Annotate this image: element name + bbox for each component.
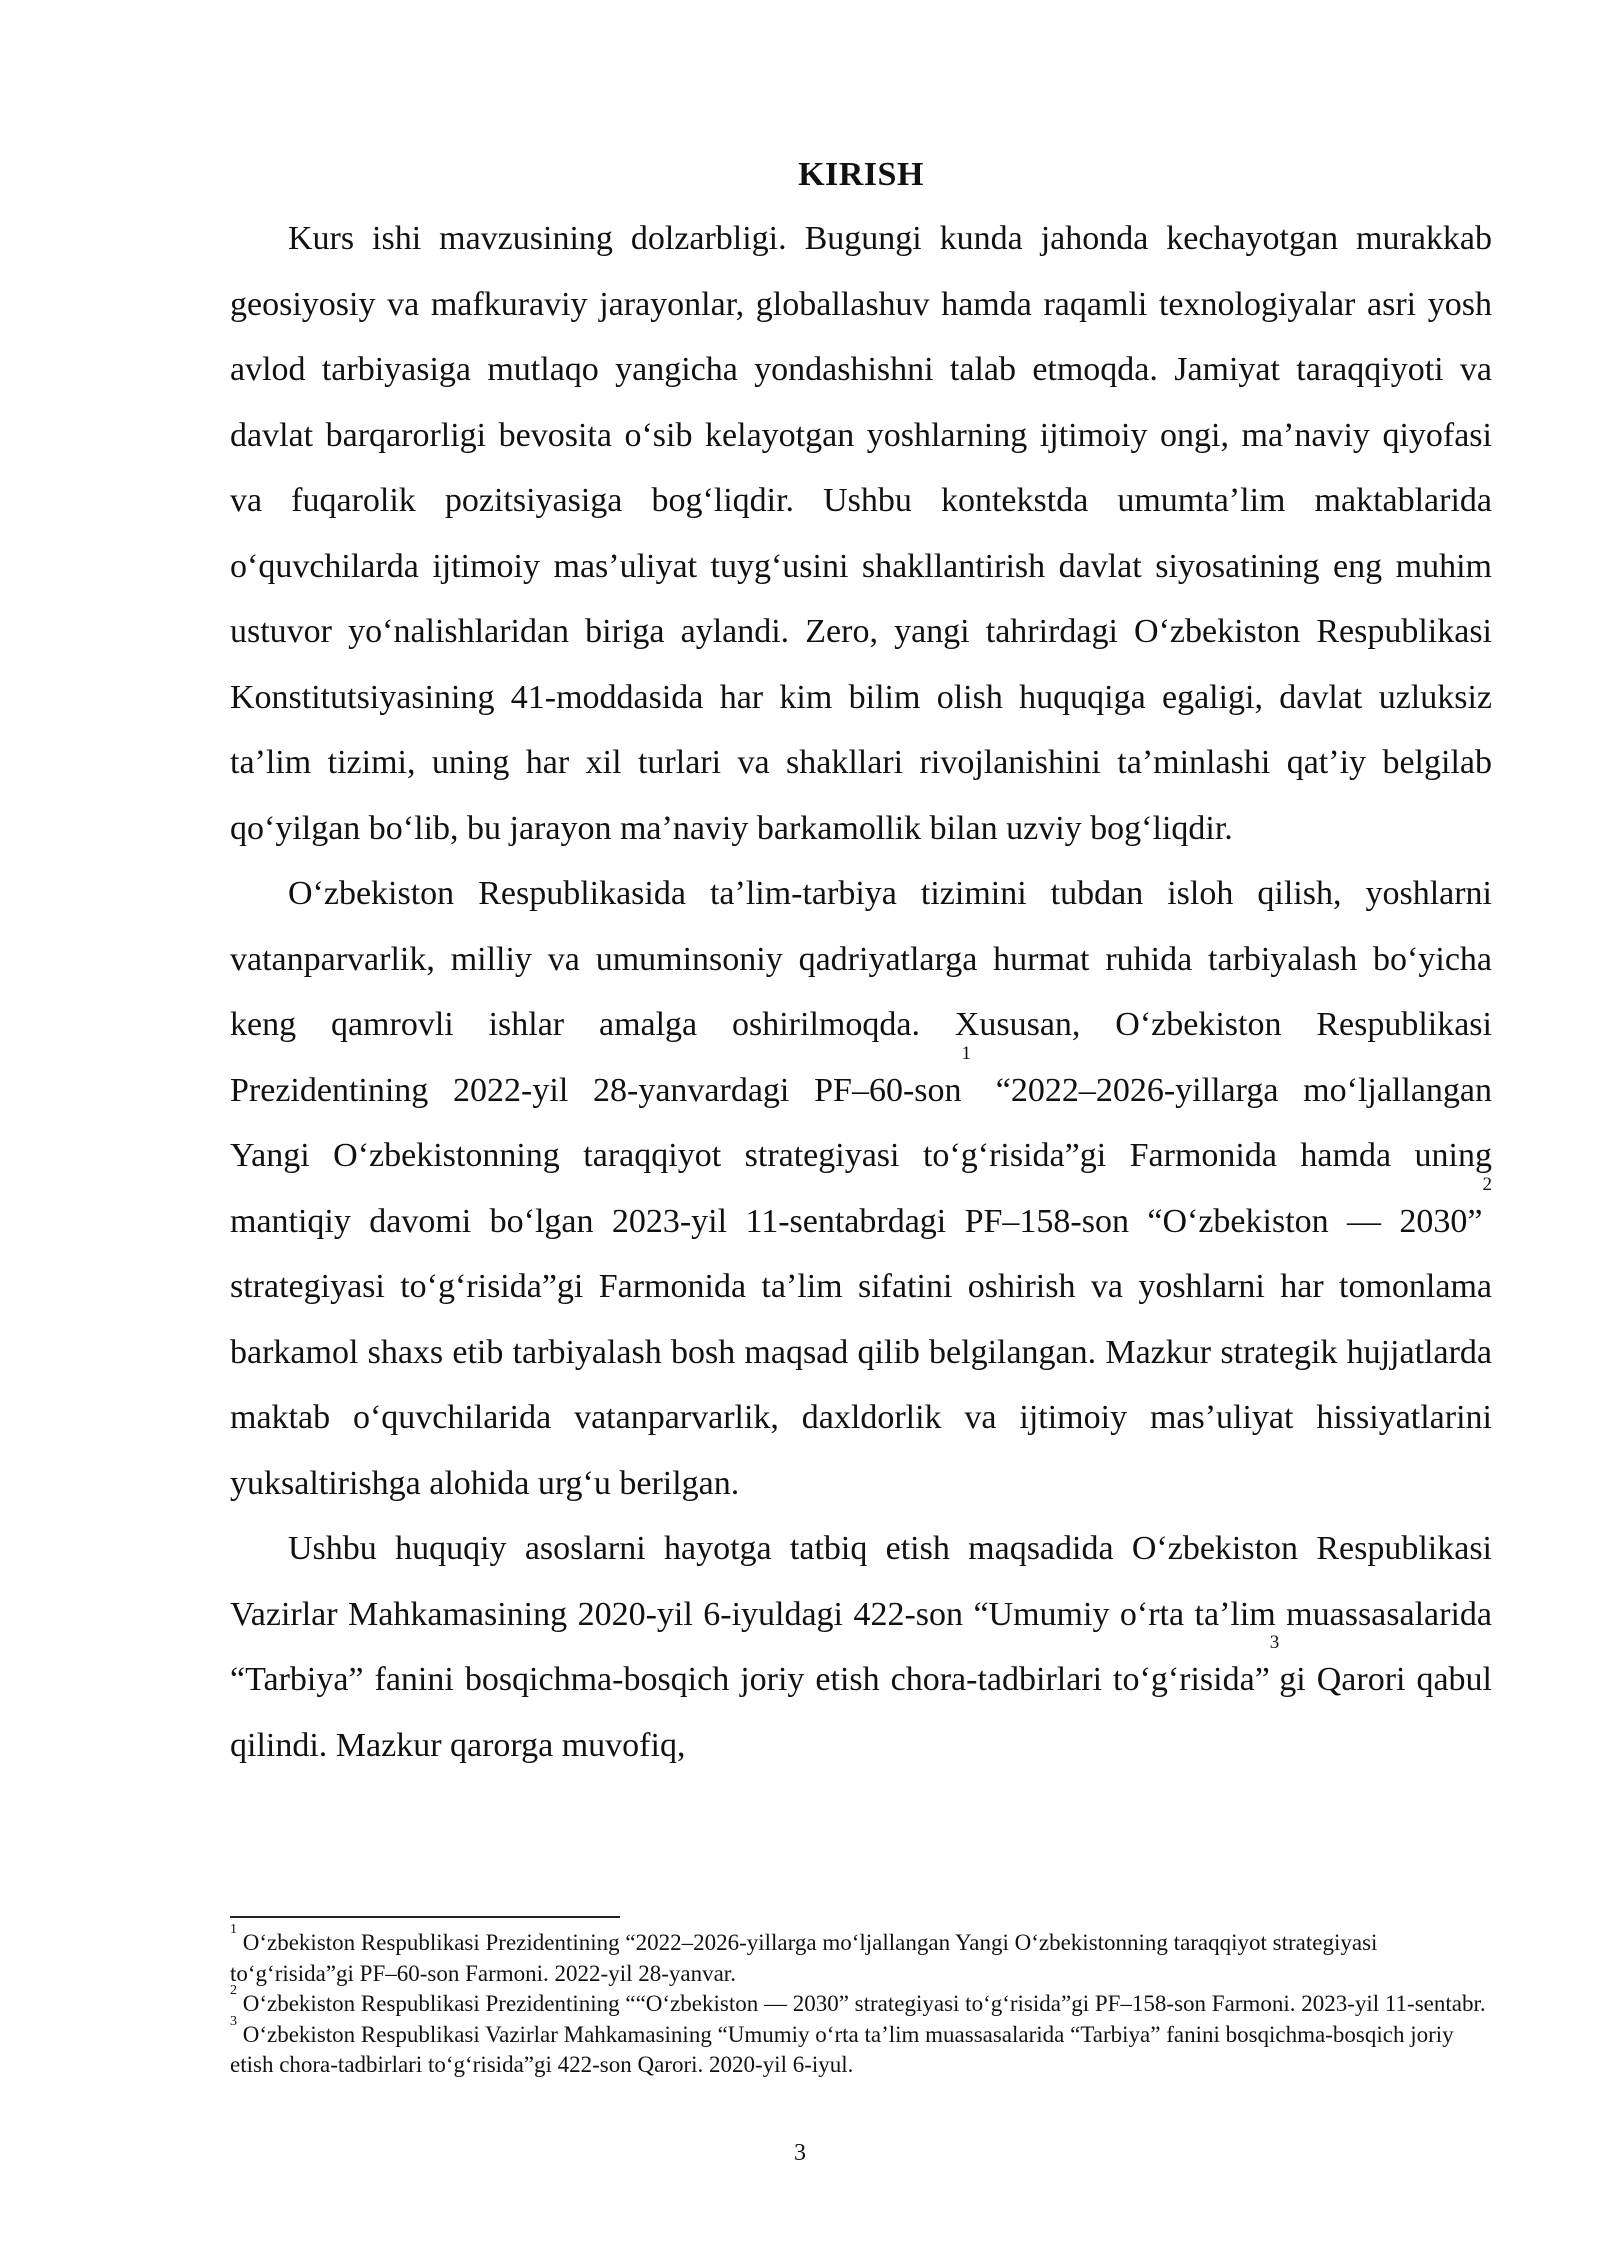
footnote-number-2: 2 bbox=[230, 1983, 237, 1998]
footnote-2 bbox=[230, 1983, 1492, 2020]
paragraph-reforms bbox=[230, 861, 1492, 1516]
footnote-ref-3[interactable]: 3 bbox=[1269, 1632, 1280, 1653]
footnote-number-3: 3 bbox=[230, 2013, 237, 2029]
footnote-ref-2[interactable]: 2 bbox=[1482, 1173, 1492, 1195]
paragraph-legal-basis-text-a: Ushbu huquqiy asoslarni hayotga tatbiq etish maqsadida Oʻzbekiston Respublikasi Vazirlar Mahkamasining 2020-yil 6-iyuldagi 422-son “Umumiy oʻrta taʼlim muassasalarida “Tarbiya” fanini bosqichma-bosqich joriy etish chora-tadbirlari toʻgʻrisida” bbox=[230, 1530, 1492, 1698]
paragraph-reforms-text-c: strategiyasi toʻgʻrisida”gi Farmonida taʼlim sifatini oshirish va yoshlarni har tomonlama barkamol shaxs etib tarbiyalash bosh maqsad qilib belgilangan. Mazkur strategik hujjatlarda maktab oʻquvchilarida vatanparvarlik, daxldorlik va ijtimoiy masʼuliyat hissiyatlarini yuksaltirishga alohida urgʻu berilgan. bbox=[230, 1268, 1492, 1502]
footnote-number-1: 1 bbox=[230, 1922, 237, 1937]
section-title: KIRISH bbox=[798, 156, 924, 193]
footnotes bbox=[230, 1922, 1492, 2081]
footnote-ref-1[interactable]: 1 bbox=[961, 1042, 972, 1064]
footnote-3 bbox=[230, 2013, 1492, 2081]
footnote-separator bbox=[230, 1916, 620, 1918]
page-number: 3 bbox=[794, 2140, 806, 2166]
paragraph-reforms-text-a: Oʻzbekiston Respublikasida taʼlim-tarbiya tizimini tubdan isloh qilish, yoshlarni vatanparvarlik, milliy va umuminsoniy qadriyatlarga hurmat ruhida tarbiyalash boʻyicha keng qamrovli ishlar amalga oshirilmoqda. Xususan, Oʻzbekiston Respublikasi Prezidentining 2022-yil 28-yanvardagi PF–60-son bbox=[230, 875, 1492, 1109]
paragraph-legal-basis bbox=[230, 1516, 1492, 1778]
paragraph-relevance: Kurs ishi mavzusining dolzarbligi. Bugungi kunda jahonda kechayotgan murakkab geosiyosiy va mafkuraviy jarayonlar, globallashuv hamda raqamli texnologiyalar asri yosh avlod tarbiyasiga mutlaqo yangicha yondashishni talab etmoqda. Jamiyat taraqqiyoti va davlat barqarorligi bevosita oʻsib kelayotgan yoshlarning ijtimoiy ongi, maʼnaviy qiyofasi va fuqarolik pozitsiyasiga bogʻliqdir. Ushbu kontekstda umumtaʼlim maktablarida oʻquvchilarda ijtimoiy masʼuliyat tuygʻusini shakllantirish davlat siyosatining eng muhim ustuvor yoʻnalishlaridan biriga aylandi. Zero, yangi tahrirdagi Oʻzbekiston Respublikasi Konstitutsiyasining 41-moddasida har kim bilim olish huquqiga egaligi, davlat uzluksiz taʼlim tizimi, uning har xil turlari va shakllari rivojlanishini taʼminlashi qatʼiy belgilab qoʻyilgan boʻlib, bu jarayon maʼnaviy barkamollik bilan uzviy bogʻliqdir. bbox=[230, 220, 1492, 847]
footnote-1 bbox=[230, 1922, 1492, 1989]
paragraph-legal-basis-text-b: gi Qarori qabul qilindi. Mazkur qarorga muvofiq, bbox=[230, 1661, 1492, 1764]
page-body bbox=[230, 146, 1492, 1778]
paragraph-reforms-text-b: “2022–2026-yillarga moʻljallangan Yangi Oʻzbekistonning taraqqiyot strategiyasi toʻgʻrisida”gi Farmonida hamda uning mantiqiy davomi boʻlgan 2023-yil 11-sentabrdagi PF–158-son “Oʻzbekiston — 2030” bbox=[230, 1071, 1492, 1240]
footnote-text-1: Oʻzbekiston Respublikasi Prezidentining “2022–2026-yillarga moʻljallangan Yangi Oʻzbekistonning taraqqiyot strategiyasi toʻgʻrisida”gi PF–60-son Farmoni. 2022-yil 28-yanvar. bbox=[230, 1930, 1378, 1986]
footnote-text-2: Oʻzbekiston Respublikasi Prezidentining ““Oʻzbekiston — 2030” strategiyasi toʻgʻrisida”gi PF–158-son Farmoni. 2023-yil 11-sentabr. bbox=[237, 1991, 1486, 2016]
footnote-text-3: Oʻzbekiston Respublikasi Vazirlar Mahkamasining “Umumiy oʻrta taʼlim muassasalarida “Tarbiya” fanini bosqichma-bosqich joriy etish chora-tadbirlari toʻgʻrisida”gi 422-son Qarori. 2020-yil 6-iyul. bbox=[230, 2021, 1454, 2077]
